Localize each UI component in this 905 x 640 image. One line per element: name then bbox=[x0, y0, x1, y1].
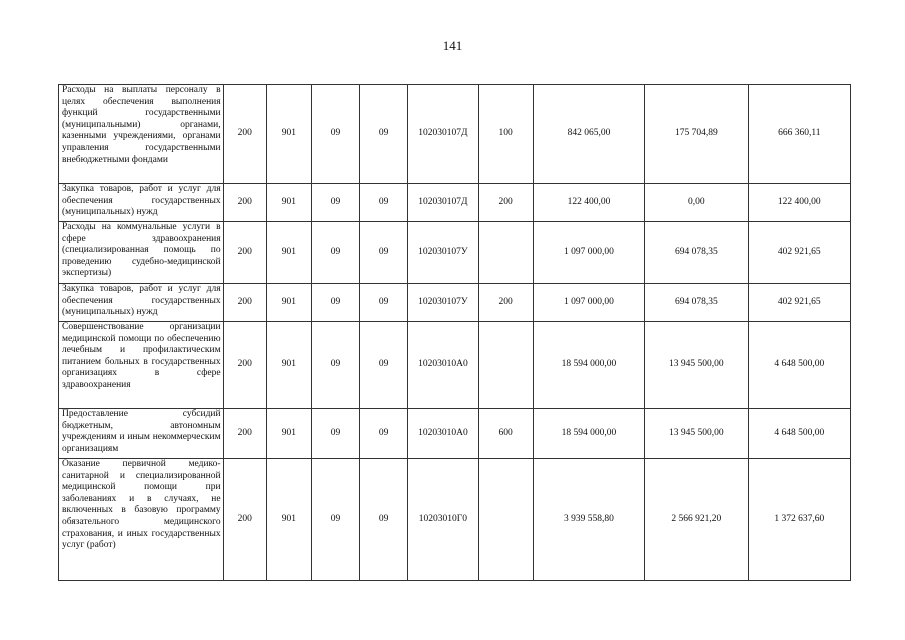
cell-code-1: 200 bbox=[223, 284, 266, 322]
row-name: Предоставление субсидий бюджетным, автономным учреждениям и иным некоммерческим организациям bbox=[59, 409, 224, 459]
cell-value-2: 2 566 921,20 bbox=[645, 459, 748, 581]
cell-value-2: 13 945 500,00 bbox=[645, 409, 748, 459]
table-row bbox=[59, 322, 851, 409]
cell-value-2: 175 704,89 bbox=[645, 85, 748, 184]
cell-target-article: 102030107У bbox=[408, 284, 478, 322]
cell-target-article: 102030107Д bbox=[408, 184, 478, 222]
cell-target-article: 102030107Д bbox=[408, 85, 478, 184]
cell-expense-type: 100 bbox=[478, 85, 533, 184]
cell-value-1: 122 400,00 bbox=[533, 184, 644, 222]
cell-value-1: 1 097 000,00 bbox=[533, 284, 644, 322]
cell-value-3: 402 921,65 bbox=[748, 284, 850, 322]
cell-value-3: 122 400,00 bbox=[748, 184, 850, 222]
cell-code-1: 200 bbox=[223, 322, 266, 409]
row-name: Расходы на коммунальные услуги в сфере здравоохранения (специализированная помощь по проведению судебно-медицинской экспертизы) bbox=[59, 222, 224, 284]
cell-code-2: 901 bbox=[266, 222, 311, 284]
cell-code-3: 09 bbox=[311, 322, 359, 409]
cell-value-2: 694 078,35 bbox=[645, 222, 748, 284]
cell-code-1: 200 bbox=[223, 459, 266, 581]
cell-target-article: 102030107У bbox=[408, 222, 478, 284]
cell-expense-type bbox=[478, 459, 533, 581]
cell-expense-type bbox=[478, 222, 533, 284]
cell-value-2: 0,00 bbox=[645, 184, 748, 222]
cell-code-2: 901 bbox=[266, 85, 311, 184]
cell-code-4: 09 bbox=[360, 222, 408, 284]
cell-expense-type: 600 bbox=[478, 409, 533, 459]
cell-code-4: 09 bbox=[360, 85, 408, 184]
cell-value-2: 694 078,35 bbox=[645, 284, 748, 322]
cell-value-3: 4 648 500,00 bbox=[748, 322, 850, 409]
cell-code-3: 09 bbox=[311, 184, 359, 222]
cell-code-3: 09 bbox=[311, 459, 359, 581]
table-row bbox=[59, 222, 851, 284]
row-name: Закупка товаров, работ и услуг для обеспечения государственных (муниципальных) нужд bbox=[59, 184, 224, 222]
cell-target-article: 10203010А0 bbox=[408, 409, 478, 459]
cell-code-4: 09 bbox=[360, 459, 408, 581]
page-number: 141 bbox=[442, 38, 463, 53]
cell-code-2: 901 bbox=[266, 459, 311, 581]
cell-expense-type bbox=[478, 322, 533, 409]
cell-code-3: 09 bbox=[311, 284, 359, 322]
cell-value-1: 3 939 558,80 bbox=[533, 459, 644, 581]
table-row bbox=[59, 459, 851, 581]
cell-code-3: 09 bbox=[311, 409, 359, 459]
cell-code-1: 200 bbox=[223, 85, 266, 184]
row-name: Закупка товаров, работ и услуг для обеспечения государственных (муниципальных) нужд bbox=[59, 284, 224, 322]
cell-expense-type: 200 bbox=[478, 184, 533, 222]
cell-code-1: 200 bbox=[223, 222, 266, 284]
cell-code-1: 200 bbox=[223, 184, 266, 222]
table-row bbox=[59, 409, 851, 459]
cell-code-2: 901 bbox=[266, 184, 311, 222]
table-row bbox=[59, 184, 851, 222]
cell-value-1: 842 065,00 bbox=[533, 85, 644, 184]
cell-value-1: 1 097 000,00 bbox=[533, 222, 644, 284]
table-row bbox=[59, 85, 851, 184]
cell-value-1: 18 594 000,00 bbox=[533, 322, 644, 409]
cell-expense-type: 200 bbox=[478, 284, 533, 322]
cell-code-2: 901 bbox=[266, 409, 311, 459]
row-name: Совершенствование организации медицинской помощи по обеспечению лечебным и профилактическим питанием больных в государственных организациях в сфере здравоохранения bbox=[59, 322, 224, 409]
cell-value-1: 18 594 000,00 bbox=[533, 409, 644, 459]
table-body bbox=[59, 85, 851, 581]
cell-target-article: 10203010Г0 bbox=[408, 459, 478, 581]
cell-code-3: 09 bbox=[311, 85, 359, 184]
cell-code-1: 200 bbox=[223, 409, 266, 459]
cell-code-3: 09 bbox=[311, 222, 359, 284]
cell-value-3: 4 648 500,00 bbox=[748, 409, 850, 459]
cell-value-3: 402 921,65 bbox=[748, 222, 850, 284]
cell-code-4: 09 bbox=[360, 284, 408, 322]
cell-code-2: 901 bbox=[266, 322, 311, 409]
cell-value-3: 666 360,11 bbox=[748, 85, 850, 184]
cell-value-2: 13 945 500,00 bbox=[645, 322, 748, 409]
row-name: Расходы на выплаты персоналу в целях обеспечения выполнения функций государственными (муниципальными) органами, казенными учреждениями, органами управления государственными внебюджетными фондами bbox=[59, 85, 224, 184]
cell-code-4: 09 bbox=[360, 322, 408, 409]
cell-code-4: 09 bbox=[360, 409, 408, 459]
cell-value-3: 1 372 637,60 bbox=[748, 459, 850, 581]
budget-table bbox=[58, 84, 851, 581]
cell-code-4: 09 bbox=[360, 184, 408, 222]
cell-code-2: 901 bbox=[266, 284, 311, 322]
table-row bbox=[59, 284, 851, 322]
row-name: Оказание первичной медико-санитарной и специализированной медицинской помощи при заболеваниях и в случаях, не включенных в базовую программу обязательного медицинского страхования, и иных государственных услуг (работ) bbox=[59, 459, 224, 581]
cell-target-article: 10203010А0 bbox=[408, 322, 478, 409]
